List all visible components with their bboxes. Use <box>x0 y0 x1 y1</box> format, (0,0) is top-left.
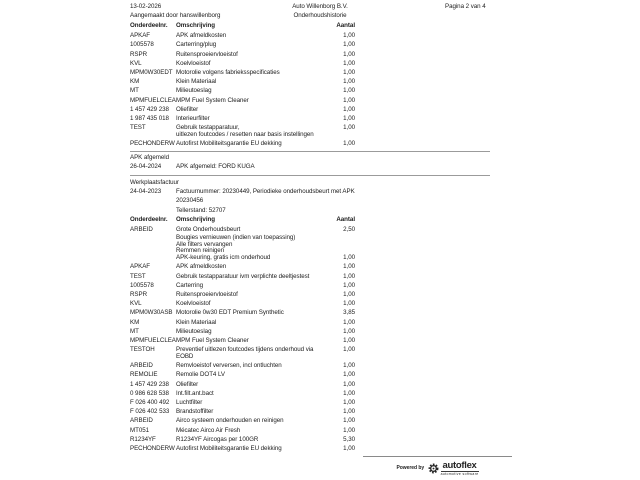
description-line: Oliefilter <box>176 380 199 388</box>
description-line: Grote Onderhoudsbeurt <box>176 226 241 234</box>
description-line: Koelvloeistof <box>176 300 211 308</box>
column-header-description: Omschrijving <box>176 216 215 224</box>
column-header-part: Onderdeelnr. <box>130 216 168 224</box>
part-number: KVL <box>130 300 142 308</box>
table-row <box>130 105 355 114</box>
description-line: Autofirst Mobiliteitsgarantie EU dekking <box>176 445 282 453</box>
parts-table-1 <box>130 31 490 148</box>
section-date: 26-04-2024 <box>130 163 162 171</box>
page-indicator: Pagina 2 van 4 <box>445 3 486 10</box>
part-number: KM <box>130 318 140 326</box>
part-number: F 026 400 492 <box>130 399 170 407</box>
quantity: 1,00 <box>343 336 355 344</box>
description-line: Motorolie volgens fabrieksspecificaties <box>176 69 280 77</box>
description-line: EOBD <box>176 353 194 361</box>
table-row <box>130 299 355 308</box>
description-line: Remmen reinigen <box>176 247 225 255</box>
part-number: 1005578 <box>130 41 154 49</box>
part-number: ARBEID <box>130 226 153 234</box>
description-line: MPM Fuel System Cleaner <box>176 96 249 104</box>
description-line: Gebruik testapparatuur ivm verplichte deeltjestest <box>176 272 310 280</box>
table-row <box>130 308 355 317</box>
table-row <box>130 139 355 148</box>
section-title-apk: APK afgemeld <box>130 154 169 162</box>
quantity: 1,00 <box>343 290 355 298</box>
table-row <box>130 435 355 444</box>
quantity: 1,00 <box>343 417 355 425</box>
section-line: 20230456 <box>176 197 204 205</box>
table-row <box>130 336 355 345</box>
part-number: 1 457 429 238 <box>130 380 169 388</box>
table-row <box>130 345 355 361</box>
section-date: 24-04-2023 <box>130 188 162 196</box>
description-line: Motorolie 0w30 EDT Premium Synthetic <box>176 309 284 317</box>
description-line: Carterring/plug <box>176 41 217 49</box>
quantity: 1,00 <box>343 96 355 104</box>
description-line: uitlezen foutcodes / resetten naar basis instellingen <box>176 131 314 139</box>
description-line: Remvloeistof verversen, incl ontluchten <box>176 362 282 370</box>
part-number: KM <box>130 78 140 86</box>
table-row <box>130 327 355 336</box>
column-header-description: Omschrijving <box>176 22 215 29</box>
description-line: Gebruik testapparatuur, <box>176 124 240 132</box>
table-row <box>130 398 355 407</box>
description-line: Milieutoeslag <box>176 87 212 95</box>
created-by: Aangemaakt door hanswillenborg <box>130 12 221 19</box>
description-line: APK afmeldkosten <box>176 263 227 271</box>
quantity: 1,00 <box>343 318 355 326</box>
description-line: Bougies vernieuwen (indien van toepassing) <box>176 233 296 241</box>
table-row <box>130 96 355 105</box>
part-number: F 026 402 533 <box>130 408 170 416</box>
table-row <box>130 318 355 327</box>
table-row <box>130 68 355 77</box>
table-row <box>130 77 355 86</box>
invoice-entry <box>130 187 490 215</box>
part-number: RSPR <box>130 50 147 58</box>
quantity: 1,00 <box>343 87 355 95</box>
quantity: 1,00 <box>343 32 355 40</box>
part-number: MT <box>130 87 139 95</box>
section-separator <box>130 175 490 176</box>
section-lines <box>176 162 490 171</box>
description-line: Koelvloeistof <box>176 59 211 67</box>
quantity: 1,00 <box>343 380 355 388</box>
part-number: 1005578 <box>130 281 154 289</box>
table-row <box>130 370 355 379</box>
parts-table-2 <box>130 225 490 453</box>
section-title-invoice: Werkplaatsfactuur <box>130 178 179 186</box>
column-header-part: Onderdeelnr. <box>130 22 168 29</box>
part-number: TEST <box>130 124 146 132</box>
column-header-qty: Aantal <box>336 216 355 224</box>
description-line: Klein Materiaal <box>176 78 217 86</box>
quantity: 5,30 <box>343 435 355 443</box>
table-row <box>130 416 355 425</box>
table-row <box>130 281 355 290</box>
part-number: MPM0W30EDT <box>130 69 173 77</box>
description-line: Milieutoeslag <box>176 327 212 335</box>
quantity: 1,00 <box>343 272 355 280</box>
quantity: 1,00 <box>343 300 355 308</box>
quantity: 1,00 <box>343 346 355 354</box>
quantity: 1,00 <box>343 254 355 262</box>
section-line: APK afgemeld: FORD KUGA <box>176 163 255 171</box>
quantity: 3,85 <box>343 309 355 317</box>
description-line: Remolie DOT4 LV <box>176 371 225 379</box>
quantity: 1,00 <box>343 124 355 132</box>
apk-entry <box>130 162 490 171</box>
table-row <box>130 40 355 49</box>
part-number: PECHONDERW <box>130 140 175 148</box>
quantity: 1,00 <box>343 362 355 370</box>
column-header-qty: Aantal <box>336 22 355 29</box>
footer-brand-row <box>363 461 512 476</box>
part-number: MPMFUELCLEA <box>130 336 176 344</box>
table-row <box>130 389 355 398</box>
table-row <box>130 407 355 416</box>
quantity: 1,00 <box>343 59 355 67</box>
table-row <box>130 444 355 453</box>
quantity: 1,00 <box>343 445 355 453</box>
quantity: 1,00 <box>343 50 355 58</box>
doc-date: 13-02-2026 <box>130 3 162 10</box>
quantity: 1,00 <box>343 408 355 416</box>
description-line: Autofirst Mobiliteitsgarantie EU dekking <box>176 140 282 148</box>
autoflex-logo <box>428 461 478 476</box>
quantity: 1,00 <box>343 327 355 335</box>
table-row <box>130 86 355 95</box>
part-number: ARBEID <box>130 417 153 425</box>
quantity: 1,00 <box>343 263 355 271</box>
table-header <box>130 215 355 224</box>
part-number: R1234YF <box>130 435 156 443</box>
description-line: Oliefilter <box>176 105 199 113</box>
quantity: 1,00 <box>343 426 355 434</box>
description-line: APK-keuring, gratis icm onderhoud <box>176 254 271 262</box>
section-line: Factuurnummer: 20230449, Periodieke onderhoudsbeurt met APK <box>176 188 355 196</box>
part-number: APKAF <box>130 263 151 271</box>
description-line: R1234YF Aircogas per 100GR <box>176 435 259 443</box>
quantity: 1,00 <box>343 115 355 123</box>
description-line: Airco systeem onderhouden en reinigen <box>176 417 284 425</box>
table-row <box>130 272 355 281</box>
description-line: MPM Fuel System Cleaner <box>176 336 249 344</box>
part-number: REMOLIE <box>130 371 158 379</box>
table-row <box>130 290 355 299</box>
quantity: 1,00 <box>343 69 355 77</box>
section-lines <box>176 187 490 215</box>
description-line: Klein Materiaal <box>176 318 217 326</box>
description-line: APK afmeldkosten <box>176 32 227 40</box>
part-number: ARBEID <box>130 362 153 370</box>
company-name: Auto Willenborg B.V. <box>292 3 348 10</box>
description-line: Ruitensproeiervloeistof <box>176 290 238 298</box>
table-header <box>130 21 355 30</box>
table-row <box>130 31 355 40</box>
quantity: 1,00 <box>343 281 355 289</box>
table-row <box>130 361 355 370</box>
table-row <box>130 50 355 59</box>
part-number: 1 457 429 238 <box>130 105 169 113</box>
description-line: Int.filt.ant.bact <box>176 389 214 397</box>
table-row <box>130 255 355 262</box>
doc-header-center <box>220 2 420 20</box>
description-line: Luchtfilter <box>176 399 203 407</box>
doc-content <box>130 21 490 453</box>
quantity: 1,00 <box>343 140 355 148</box>
table-row <box>130 426 355 435</box>
part-number: 0 986 628 538 <box>130 389 169 397</box>
part-number: RSPR <box>130 290 147 298</box>
quantity: 1,00 <box>343 389 355 397</box>
description-line: Preventief uitlezen foutcodes tijdens onderhoud via <box>176 346 314 354</box>
part-number: 1 987 435 018 <box>130 115 169 123</box>
quantity: 2,50 <box>343 226 355 234</box>
part-number: MPM0W30ASB <box>130 309 173 317</box>
section-separator <box>130 151 490 152</box>
part-number: TESTOH <box>130 346 155 354</box>
table-row <box>130 225 355 255</box>
quantity: 1,00 <box>343 105 355 113</box>
table-row <box>130 123 355 139</box>
description-line: Mécatec Airco Air Fresh <box>176 426 241 434</box>
description-line: Brandstoffilter <box>176 408 214 416</box>
part-number: APKAF <box>130 32 151 40</box>
table-row <box>130 262 355 271</box>
part-number: PECHONDERW <box>130 445 175 453</box>
page-footer <box>363 456 512 476</box>
description-line: Interieurfilter <box>176 115 210 123</box>
part-number: MPMFUELCLEA <box>130 96 176 104</box>
gear-icon <box>428 463 439 474</box>
part-number: MT051 <box>130 426 150 434</box>
doc-title: Onderhoudshistorie <box>293 12 347 19</box>
section-line: Tellerstand: 52707 <box>176 206 226 214</box>
description-line: Carterring <box>176 281 204 289</box>
description-line: Ruitensproeiervloeistof <box>176 50 238 58</box>
part-number: MT <box>130 327 139 335</box>
part-number: KVL <box>130 59 142 67</box>
quantity: 1,00 <box>343 399 355 407</box>
quantity: 1,00 <box>343 371 355 379</box>
quantity: 1,00 <box>343 78 355 86</box>
part-number: TEST <box>130 272 146 280</box>
brand-name: autoflex <box>442 460 477 471</box>
powered-by-label: Powered by <box>396 465 425 472</box>
brand-tagline: automotive software <box>440 471 479 476</box>
table-row <box>130 114 355 123</box>
table-row <box>130 380 355 389</box>
description-line: Alle filters vervangen <box>176 240 233 248</box>
quantity: 1,00 <box>343 41 355 49</box>
table-row <box>130 59 355 68</box>
